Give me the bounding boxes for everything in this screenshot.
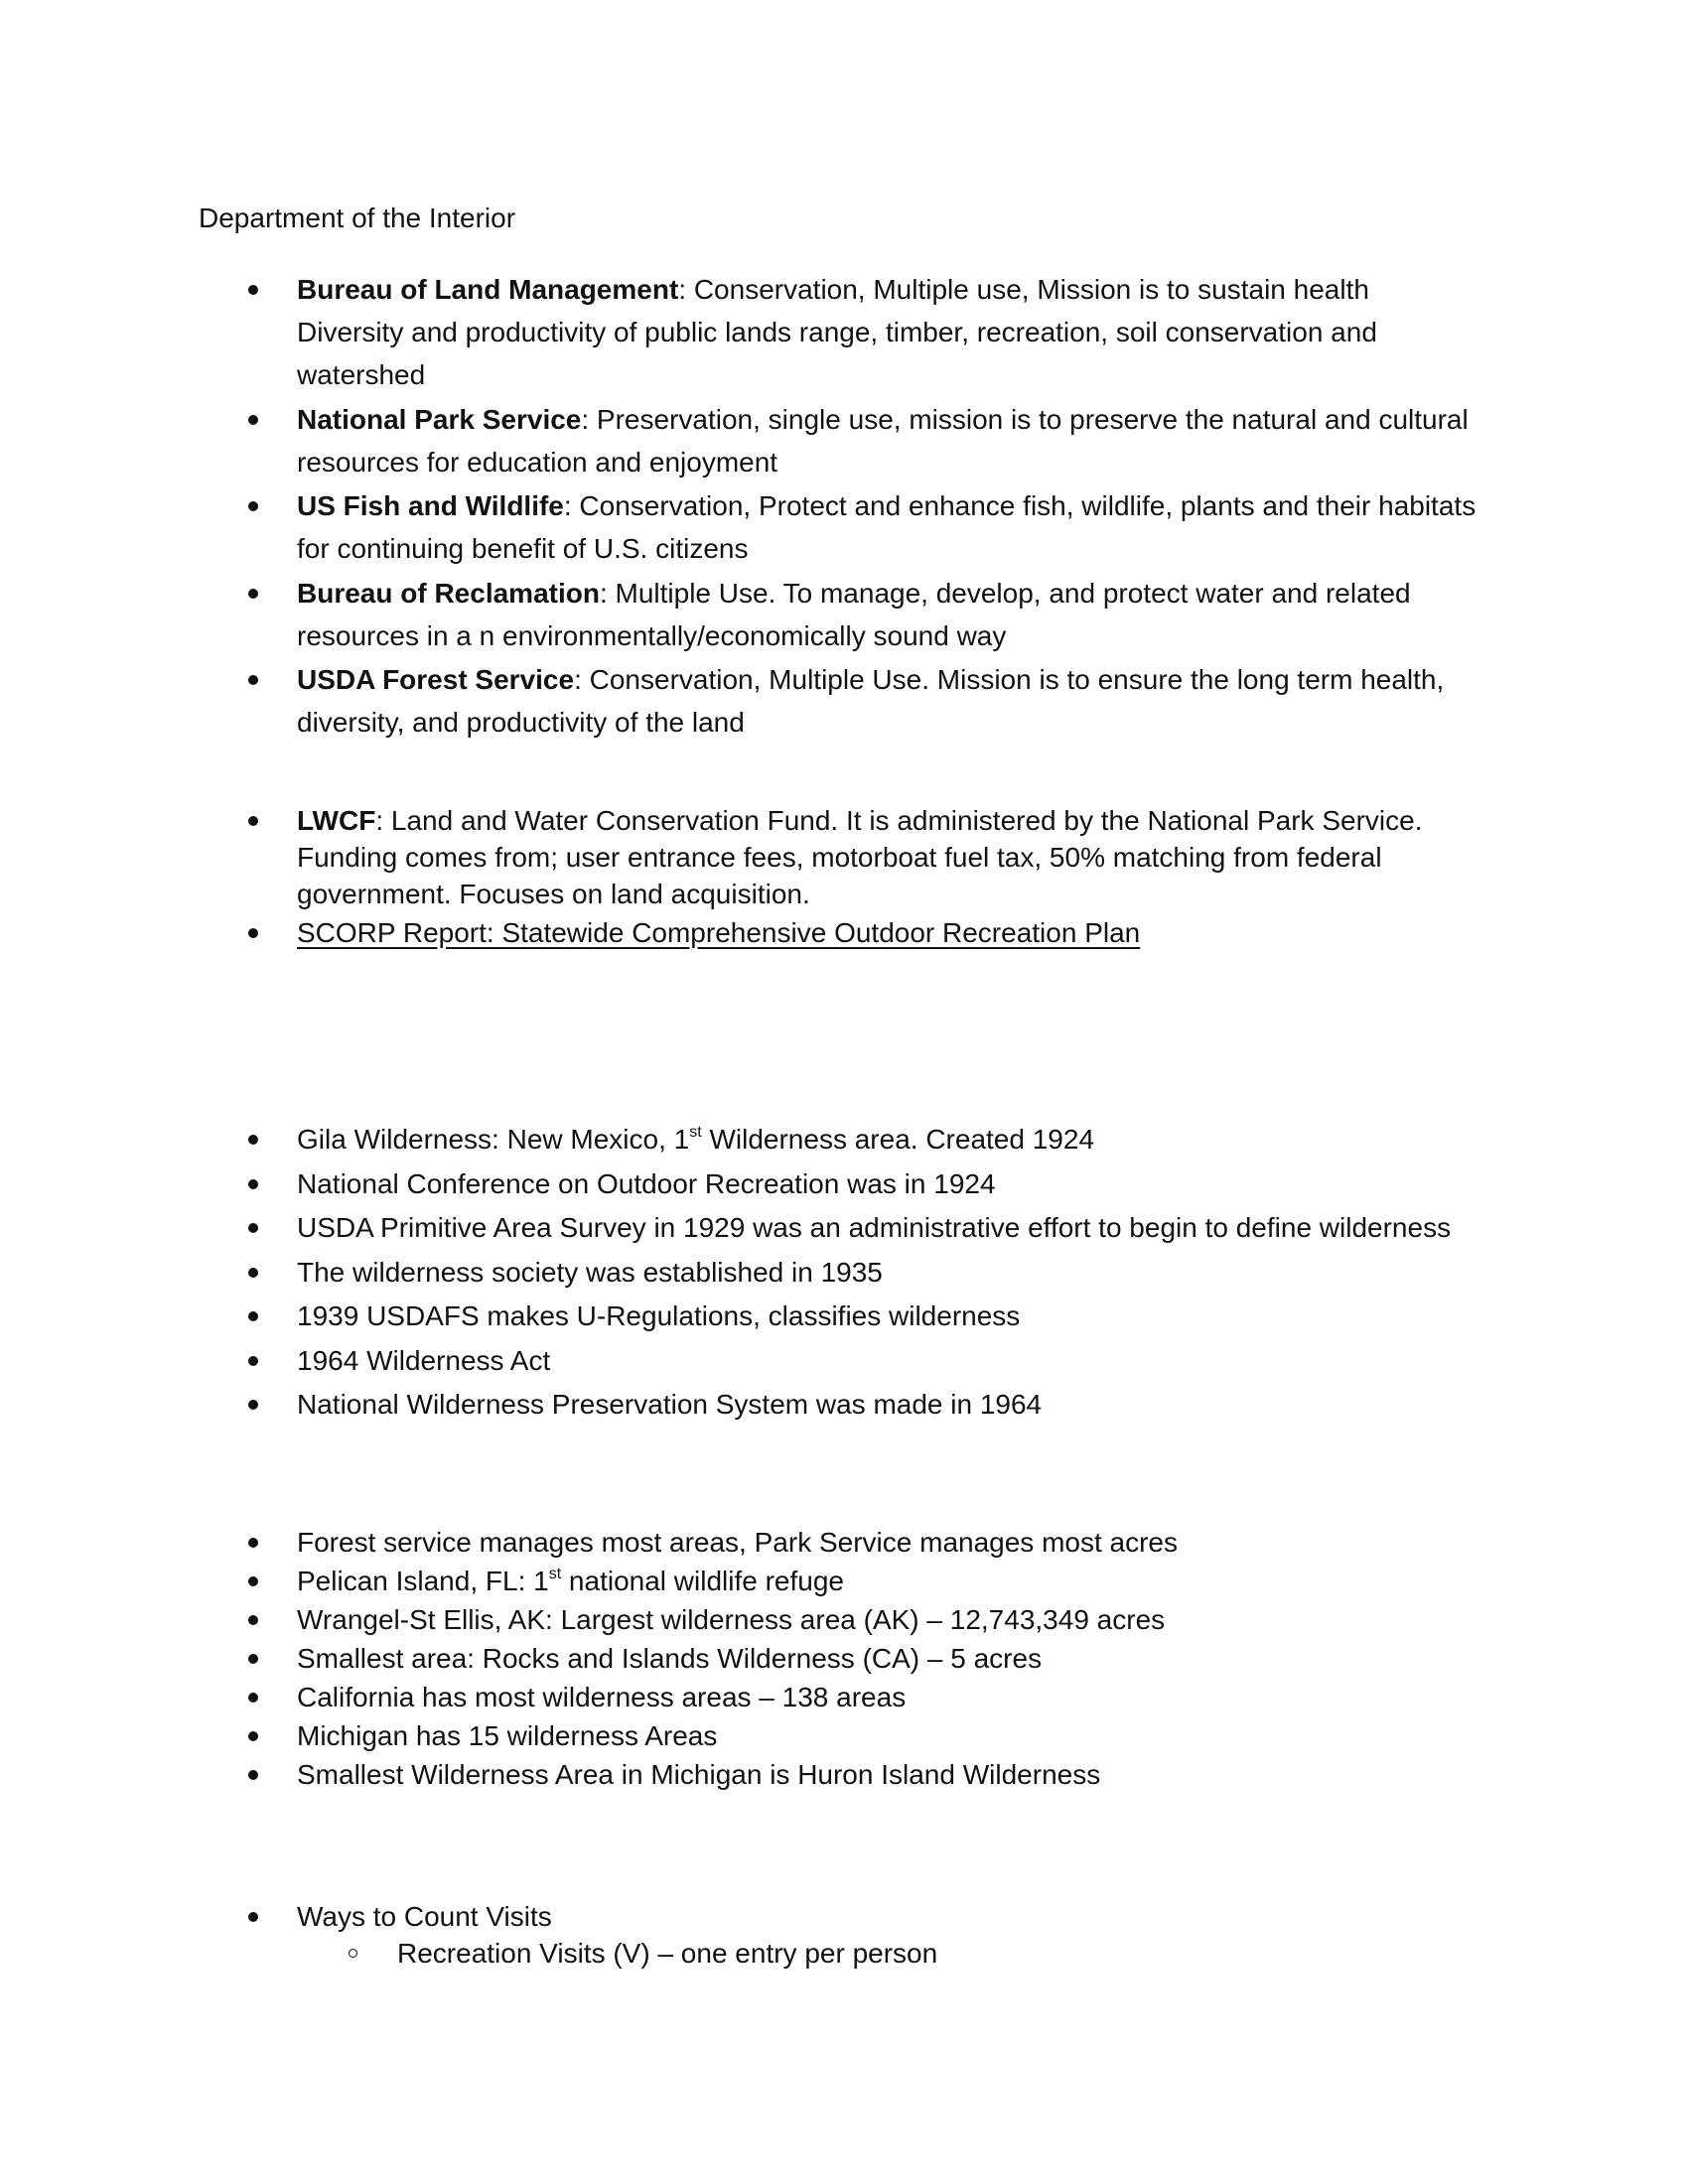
gila-text-rest: Wilderness area. Created 1924 [701, 1124, 1095, 1155]
agency-term: Bureau of Land Management [297, 274, 679, 305]
list-item: California has most wilderness areas – 138 areas [0, 1679, 1478, 1715]
list-item: The wilderness society was established in 1935 [0, 1251, 1478, 1294]
list-item-scorp [0, 914, 1478, 951]
lwcf-description: : Land and Water Conservation Fund. It is administered by the National Park Service. Funding comes from; user entrance fees, motorboat fuel tax, 50% matching from federal government. Focuses on land acquisition. [297, 805, 1423, 909]
list-item-usda-forest-service [0, 658, 1478, 744]
agency-term: Bureau of Reclamation [297, 577, 600, 609]
list-item: Michigan has 15 wilderness Areas [0, 1717, 1478, 1754]
list-item-pelican-island [0, 1563, 1478, 1599]
agency-term: USDA Forest Service [297, 664, 575, 695]
agency-description: : Multiple Use. To manage, develop, and protect water and related resources in a n environmentally/economically sound way [297, 577, 1411, 651]
list-item-ways-to-count-visits [0, 1898, 1478, 1972]
page-heading: Department of the Interior [199, 203, 516, 233]
agency-list [0, 268, 1478, 746]
list-item: Wrangel-St Ellis, AK: Largest wilderness area (AK) – 12,743,349 acres [0, 1601, 1478, 1638]
list-item-lwcf [0, 802, 1478, 912]
agency-term: US Fish and Wildlife [297, 490, 564, 521]
list-item-gila-wilderness [0, 1118, 1478, 1160]
list-item: Forest service manages most areas, Park Service manages most acres [0, 1524, 1478, 1561]
list-item: Smallest area: Rocks and Islands Wilderness (CA) – 5 acres [0, 1640, 1478, 1677]
agency-description: : Conservation, Protect and enhance fish, wildlife, plants and their habitats for continuing benefit of U.S. citizens [297, 490, 1477, 564]
list-item: National Wilderness Preservation System was made in 1964 [0, 1383, 1478, 1426]
funding-list [0, 802, 1478, 953]
agency-description: : Conservation, Multiple Use. Mission is to ensure the long term health, diversity, and productivity of the land [297, 664, 1445, 738]
visits-label: Ways to Count Visits [297, 1901, 552, 1932]
list-item-bureau-of-land-management [0, 268, 1478, 396]
scorp-report: SCORP Report: Statewide Comprehensive Outdoor Recreation Plan [297, 917, 1141, 948]
wilderness-history-list [0, 1118, 1478, 1428]
list-item-us-fish-and-wildlife [0, 484, 1478, 570]
agency-description: : Preservation, single use, mission is to preserve the natural and cultural resources for education and enjoyment [297, 403, 1469, 478]
wilderness-facts-list [0, 1524, 1478, 1795]
list-item: National Conference on Outdoor Recreation was in 1924 [0, 1162, 1478, 1205]
agency-term: National Park Service [297, 403, 582, 435]
pelican-ordinal: st [548, 1566, 562, 1582]
gila-ordinal: st [689, 1124, 702, 1141]
list-item-bureau-of-reclamation [0, 572, 1478, 657]
list-item: USDA Primitive Area Survey in 1929 was an administrative effort to begin to define wilderness [0, 1206, 1478, 1249]
gila-text: Gila Wilderness: New Mexico, 1 [297, 1124, 690, 1155]
pelican-text: Pelican Island, FL: 1 [297, 1566, 549, 1596]
lwcf-term: LWCF [297, 805, 376, 836]
sub-list-item: Recreation Visits (V) – one entry per person [297, 1935, 1478, 1972]
list-item: 1964 Wilderness Act [0, 1339, 1478, 1382]
visit-count-list [0, 1898, 1478, 1972]
list-item-national-park-service [0, 398, 1478, 483]
list-item: Smallest Wilderness Area in Michigan is Huron Island Wilderness [0, 1756, 1478, 1793]
pelican-text-rest: national wildlife refuge [561, 1566, 844, 1596]
visits-sub-list [297, 1935, 1478, 1972]
list-item: 1939 USDAFS makes U-Regulations, classifies wilderness [0, 1295, 1478, 1337]
agency-description: : Conservation, Multiple use, Mission is to sustain health Diversity and productivity of public lands range, timber, recreation, soil conservation and watershed [297, 274, 1377, 390]
